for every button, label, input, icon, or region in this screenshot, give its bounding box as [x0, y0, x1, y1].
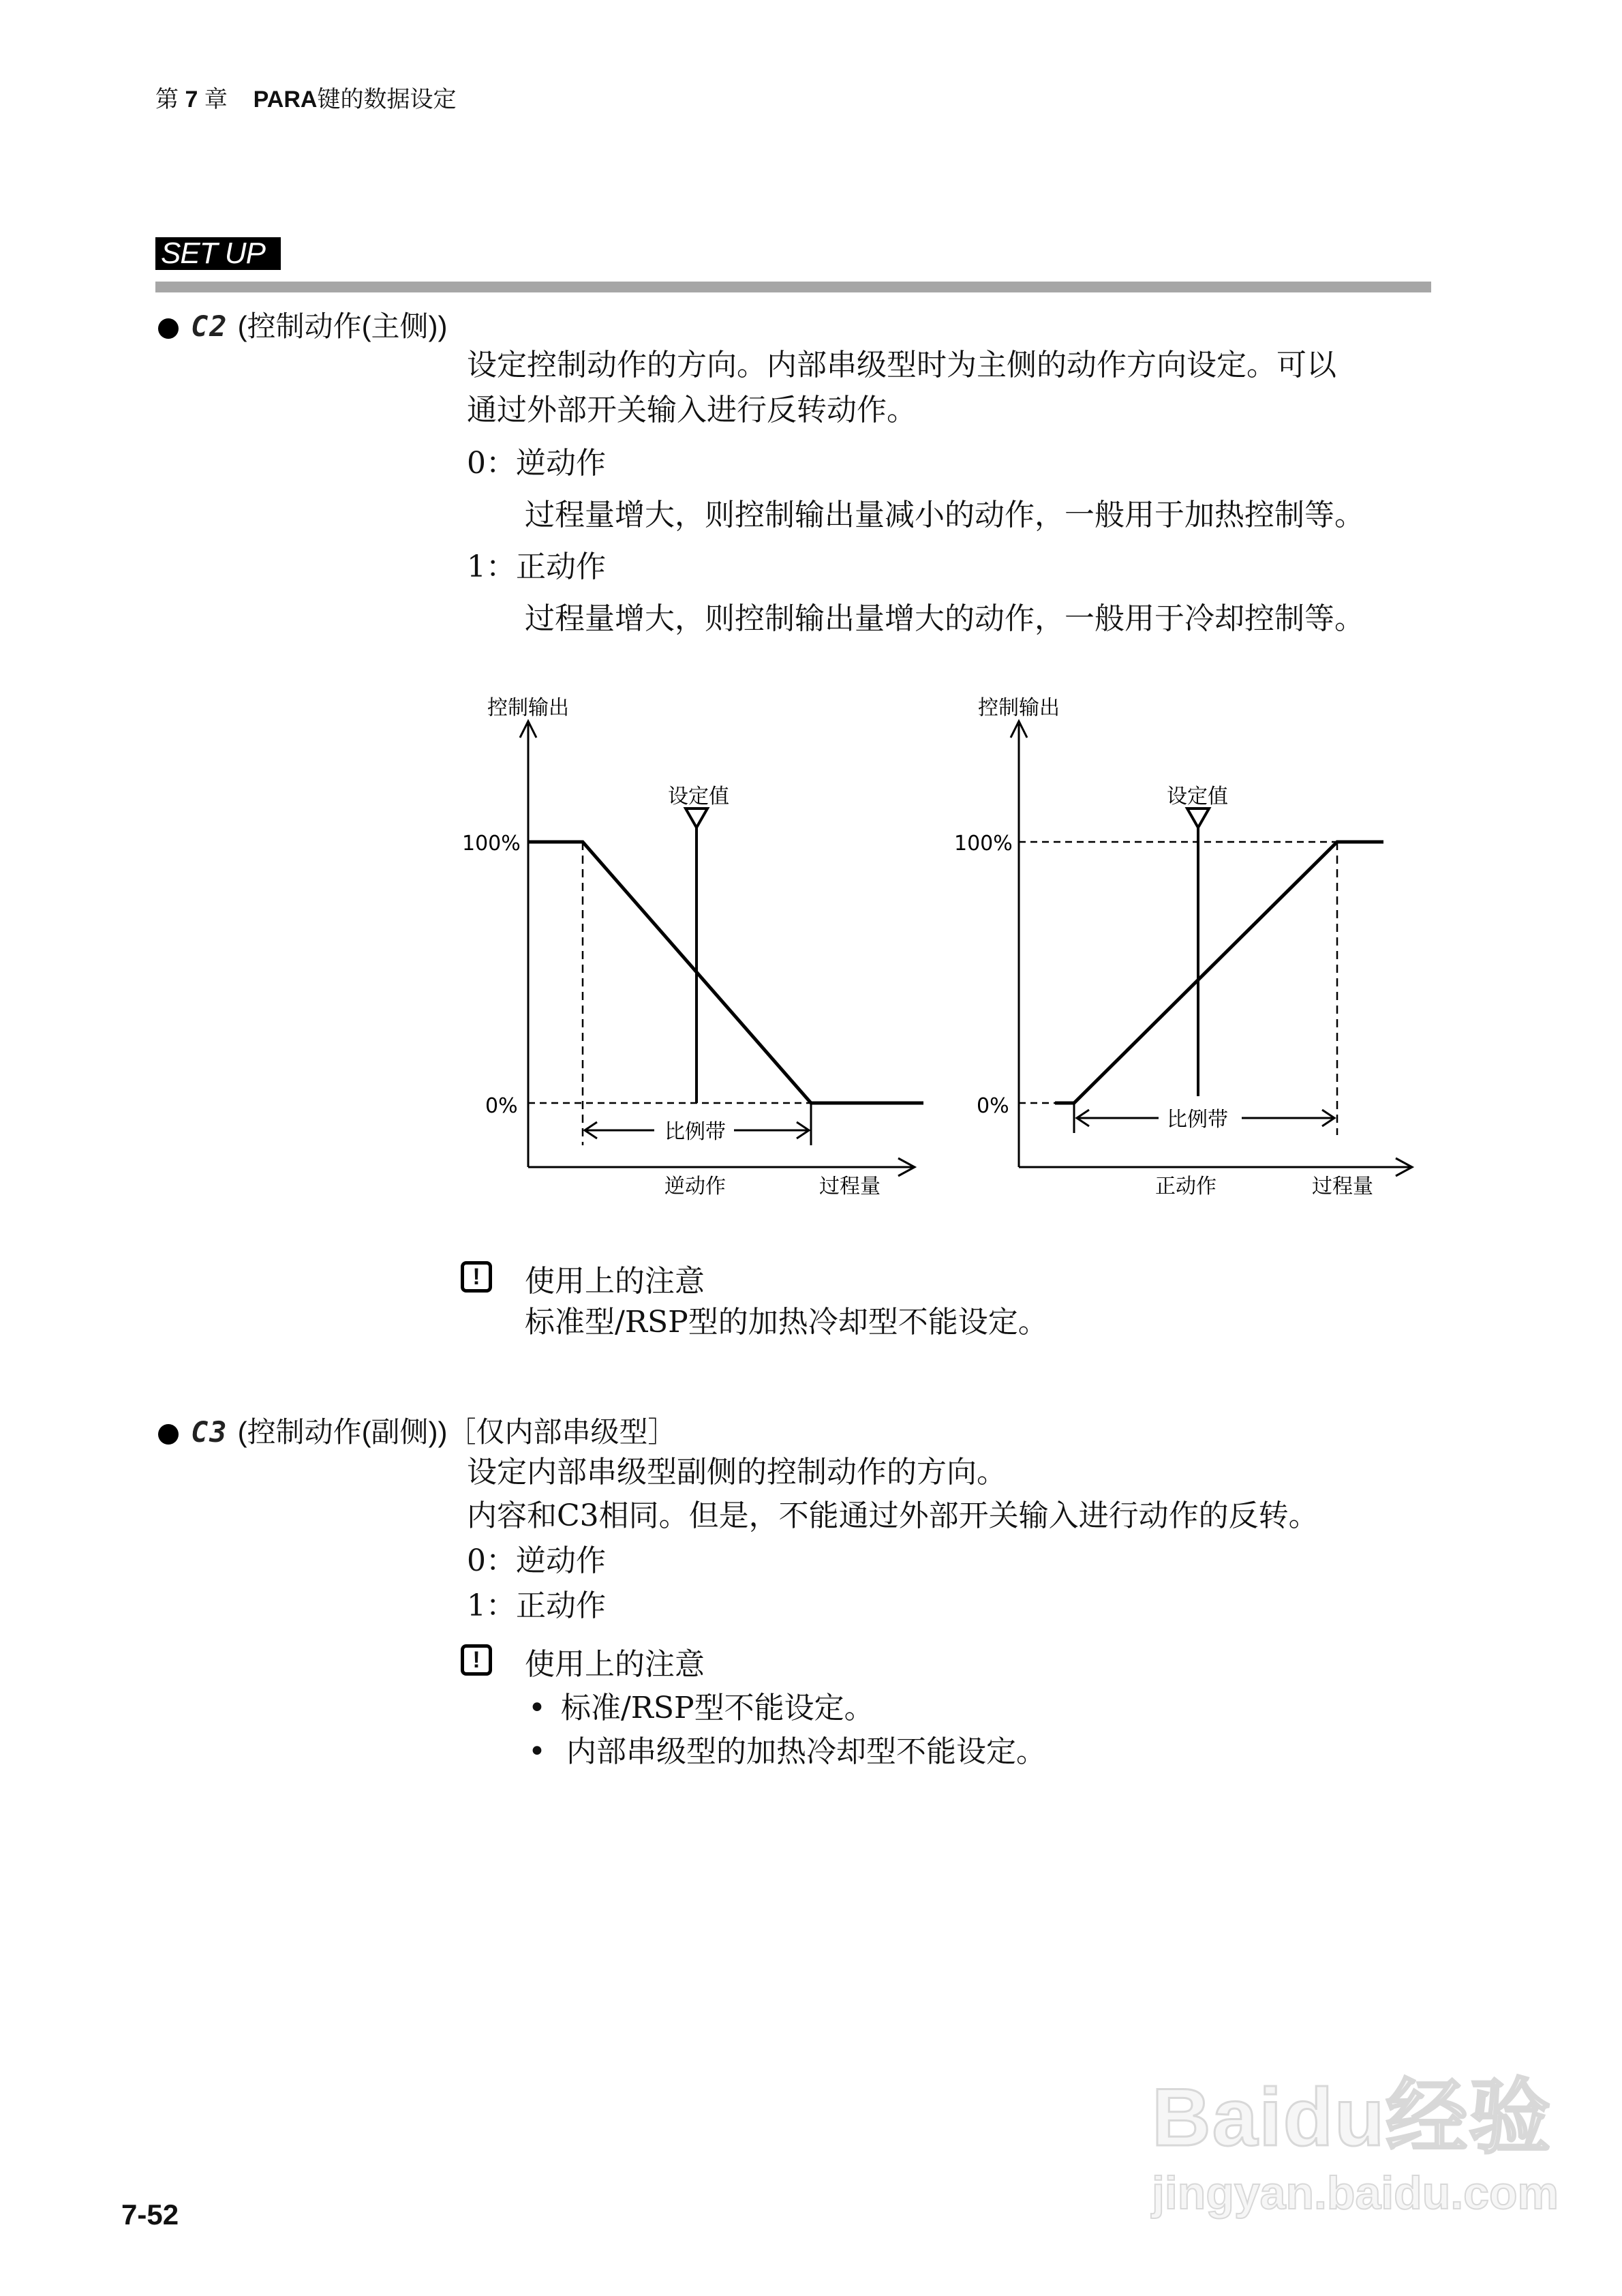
bullet-dot-icon: •	[528, 1691, 546, 1725]
watermark-logo: Baidu经验	[1152, 2072, 1552, 2163]
chapter-header: 第 7 章 PARA键的数据设定	[155, 87, 457, 112]
baidu-watermark	[1152, 2052, 1559, 2220]
section-c2-heading: C2 (控制动作(主侧))	[158, 304, 448, 345]
c2-option-1: 1：正动作	[467, 549, 606, 584]
c3-description-line1: 设定内部串级型副侧的控制动作的方向。	[467, 1455, 1007, 1490]
caution-icon: !	[461, 1644, 492, 1676]
c2-note-text: 标准型/RSP型的加热冷却型不能设定。	[525, 1305, 1048, 1340]
svg-text:100%: 100%	[954, 832, 1013, 856]
c2-option-1-detail: 过程量增大，则控制输出量增大的动作，一般用于冷却控制等。	[525, 601, 1364, 636]
bullet-icon	[158, 1424, 179, 1445]
svg-text:逆动作: 逆动作	[664, 1175, 726, 1198]
c3-note-bullet-1: • 标准/RSP型不能设定。	[528, 1691, 874, 1725]
direct-action-diagram	[954, 696, 1412, 1198]
svg-text:比例带: 比例带	[1167, 1108, 1228, 1132]
c3-option-1: 1：正动作	[467, 1588, 606, 1623]
c2-option-0-detail: 过程量增大，则控制输出量减小的动作，一般用于加热控制等。	[525, 498, 1364, 532]
svg-text:0%: 0%	[485, 1094, 518, 1118]
c3-note-title: 使用上的注意	[525, 1647, 705, 1682]
c2-description-line2: 通过外部开关输入进行反转动作。	[467, 393, 917, 427]
seven-seg-code: C3	[191, 1415, 228, 1449]
svg-text:过程量: 过程量	[819, 1175, 881, 1198]
c3-note-bullet-2: • 内部串级型的加热冷却型不能设定。	[528, 1734, 1046, 1769]
c2-note	[461, 1261, 492, 1293]
c3-note	[461, 1644, 492, 1676]
c2-option-0: 0：逆动作	[467, 446, 606, 481]
svg-text:0%: 0%	[977, 1094, 1009, 1118]
c2-note-title: 使用上的注意	[525, 1264, 705, 1299]
svg-text:正动作: 正动作	[1155, 1175, 1216, 1198]
c3-description-line2: 内容和C3相同。但是，不能通过外部开关输入进行动作的反转。	[467, 1498, 1319, 1533]
reverse-action-diagram	[462, 696, 923, 1198]
bullet-dot-icon: •	[528, 1734, 546, 1769]
svg-text:100%: 100%	[462, 832, 521, 856]
caution-icon: !	[461, 1261, 492, 1293]
seven-seg-code: C2	[191, 309, 228, 343]
svg-text:设定值: 设定值	[668, 785, 729, 809]
svg-text:设定值: 设定值	[1167, 785, 1228, 809]
svg-text:比例带: 比例带	[664, 1120, 726, 1144]
c2-description-line1: 设定控制动作的方向。内部串级型时为主侧的动作方向设定。可以	[467, 348, 1336, 382]
section-c3-heading: C3 (控制动作(副侧))［仅内部串级型］	[158, 1410, 677, 1451]
c3-option-0: 0：逆动作	[467, 1543, 606, 1578]
watermark-url: jingyan.baidu.com	[1152, 2167, 1559, 2219]
setup-label: SET UP	[155, 237, 281, 270]
svg-text:过程量: 过程量	[1312, 1175, 1373, 1198]
page-number: 7-52	[121, 2199, 179, 2231]
svg-text:控制输出: 控制输出	[487, 696, 569, 720]
svg-text:控制输出: 控制输出	[978, 696, 1060, 720]
